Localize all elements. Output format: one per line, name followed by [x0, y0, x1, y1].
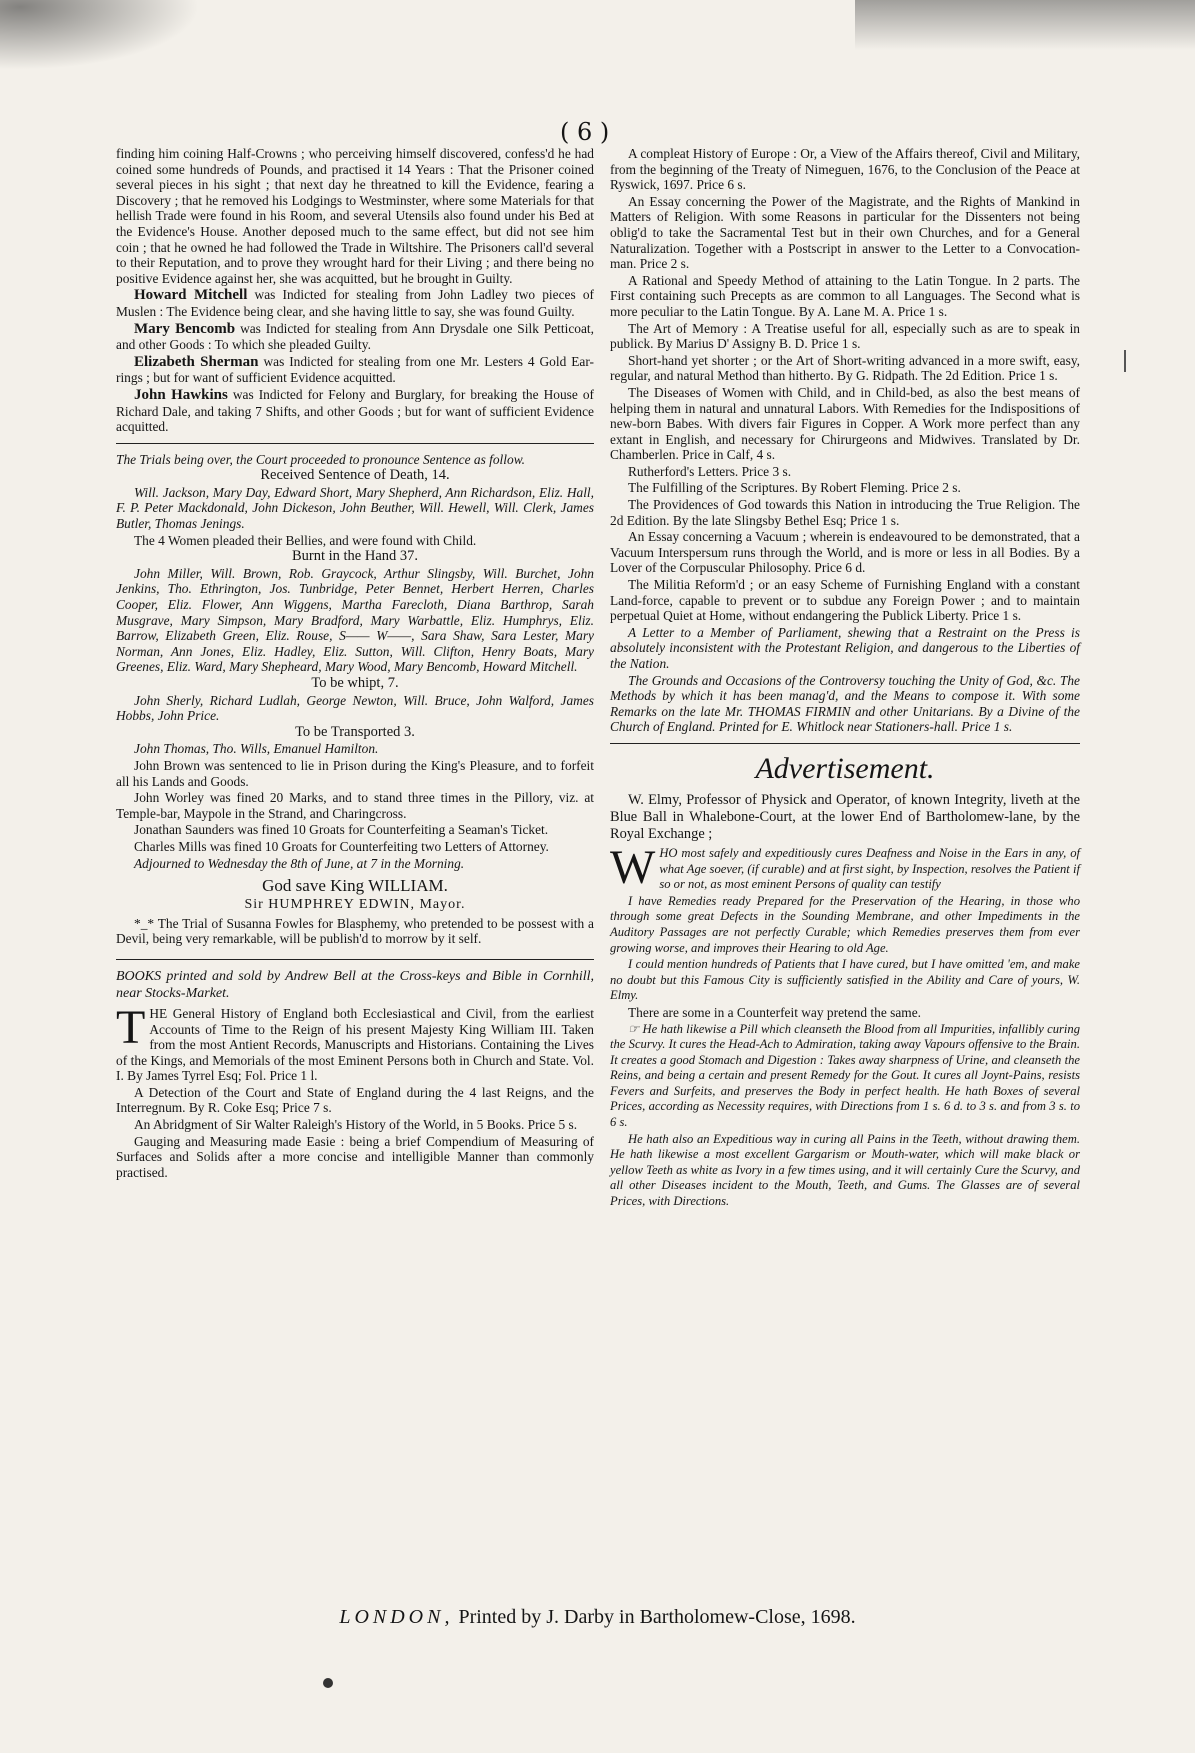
- advert-intro: W. Elmy, Professor of Physick and Operator, of known Integrity, liveth at the Blue Ball in Whalebone-Court, at the lower End of Bartholomew-lane, by the Royal Exchange ;: [610, 791, 1080, 842]
- sentence-heading: To be whipt, 7.: [311, 675, 399, 691]
- ink-blot: [323, 1678, 333, 1688]
- sentence-names: John Miller, Will. Brown, Rob. Graycock, Arthur Slingsby, Will. Burchet, John Jenkins, Tho. Ethrington, Jos. Tunbridge, Peter Bennet, Herbert Herren, Charles Cooper, Eliz. Flower, Ann Wiggens, Martha Farecloth, Diana Barthrop, Sarah Musgrave, Mary Simpson, Mary Bradford, Mary Warbattle, Eliz. Humphrys, Eliz. Barrow, Elizabeth Green, Eliz. Rouse, S—— W——, Sara Shaw, Sara Lester, Mary Norman, Ann Jones, Eliz. Hadley, Eliz. Sutton, Will. Clifton, Henry Boats, Mary Greenes, Eliz. Ward, Mary Shepheard, Mary Wood, Mary Bencomb, Howard Mitchell.: [116, 565, 594, 675]
- scan-mark: [1124, 350, 1126, 372]
- adjournment: Adjourned to Wednesday the 8th of June, at 7 in the Morning.: [134, 855, 465, 871]
- advert-paragraph: I could mention hundreds of Patients that I have cured, but I have omitted 'em, and make no doubt but this Famous City is sufficiently satisfied in the Ability and Care of yours, W. Elmy.: [610, 957, 1080, 1003]
- imprint-printer: Printed by J. Darby in Bartholomew-Close, 1698.: [458, 1606, 856, 1628]
- right-column: [610, 146, 1080, 1211]
- sentence-names: John Thomas, Tho. Wills, Emanuel Hamilton.: [134, 741, 379, 757]
- sentence-intro: The Trials being over, the Court proceeded to pronounce Sentence as follow.: [116, 451, 525, 467]
- scan-smudge-top-right: [855, 0, 1195, 50]
- advert-paragraph: ☞ He hath likewise a Pill which cleanseth the Blood from all Impurities, infallibly curing the Scurvy. It cures the Head-Ach to Admiration, taking away Vapours offensive to the Brain. It creates a good Stomach and Digestion : Takes away sharpness of Urine, and cleanseth the Reins, and being a certain and present Remedy for the Gout. It cures all Joynt-Pains, resists Fevers and Surfeits, and preserves the Body in perfect health. He hath Boxes of several Prices, according as Necessity requires, with Directions from 1 s. 6 d. to 3 s. and from 3 s. to 6 s.: [610, 1021, 1080, 1130]
- sentence-note: Jonathan Saunders was fined 10 Groats for Counterfeiting a Seaman's Ticket.: [134, 822, 549, 838]
- book-listing: A compleat History of Europe : Or, a View of the Affairs thereof, Civil and Military, from the beginning of the Treaty of Nimeguen, 1676, to the Conclusion of the Peace at Ryswick, 1697. Price 6 s.: [610, 146, 1080, 193]
- book-listing: THE General History of England both Ecclesiastical and Civil, from the earliest Accounts of Time to the Reign of his present Majesty King William III. Taken from the most Antient Records, Manuscripts and Historians. Containing the Lives of the Kings, and Memorials of the most Eminent Persons both in Church and State. Vol. I. By James Tyrrel Esq; Fol. Price 1 l.: [116, 1000, 594, 1084]
- book-listing: The Providences of God towards this Nation in introducing the True Religion. The 2d Edition. By the late Slingsby Bethel Esq; Price 1 s.: [610, 497, 1080, 528]
- sentence-names: John Sherly, Richard Ludlah, George Newton, Will. Bruce, John Walford, James Hobbs, John Price.: [116, 692, 594, 724]
- left-column: [116, 146, 594, 1181]
- book-listing: The Fulfilling of the Scriptures. By Robert Fleming. Price 2 s.: [628, 480, 961, 496]
- book-listing: Gauging and Measuring made Easie : being a brief Compendium of Measuring of Surfaces and Solids after a more concise and intelligible Manner than commonly practised.: [116, 1133, 594, 1180]
- book-listing: The Diseases of Women with Child, and in Child-bed, as also the best means of helping them in natural and unnatural Labors. With Remedies for the Indispositions of new-born Babes. With divers fair Figures in Copper. A Work more perfect than any extant in English, and necessary for Chirurgeons and Midwives. Translated by Dr. Chamberlen. Price in Calf, 4 s.: [610, 384, 1080, 463]
- imprint-footer: [0, 1606, 1195, 1629]
- advert-paragraph: WHO most safely and expeditiously cures Deafness and Noise in the Ears in any, of what Age soever, (if curable) and at first sight, by Inspection, resolves the Patient if so or not, as most eminent Persons of quality can testify: [610, 840, 1080, 894]
- sentence-heading: Received Sentence of Death, 14.: [260, 467, 450, 484]
- book-listing: The Grounds and Occasions of the Controversy touching the Unity of God, &c. The Methods by which it has been manag'd, and the Means to compose it. With some Remarks on the late Mr. THOMAS FIRMIN and other Unitarians. By a Divine of the Church of England. Printed for E. Whitlock near Stationers-hall. Price 1 s.: [610, 672, 1080, 735]
- divider: [116, 959, 594, 960]
- trial-paragraph: finding him coining Half-Crowns ; who perceiving himself discovered, confess'd he had coined some hundreds of Pounds, and practised it 14 Years : That the Prisoner coined several pieces in his sight ; that next day he threatned to kill the Evidence, fearing a Discovery ; that he removed his Lodgings to Westminster, where some Materials for that hellish Trade were found in his Room, and several Utensils also found under his Bed at the Evidence's House. Another deposed much to the same effect, but did not see him coin ; that he owned he had followed the Trade in Wiltshire. The Prisoners call'd several to their Reputation, and to prove they wrought hard for their Living ; and there being no positive Evidence against her, she was acquitted, but he brought in Guilty.: [116, 146, 594, 286]
- sentence-note: John Worley was fined 20 Marks, and to stand three times in the Pillory, viz. at Temple-bar, Maypole in the Strand, and Charingcross.: [116, 790, 594, 821]
- book-listing: Short-hand yet shorter ; or the Art of Short-writing advanced in a more swift, easy, regular, and natural Method than hitherto. By G. Ridpath. The 2d Edition. Price 1 s.: [610, 352, 1080, 384]
- book-listing: A Letter to a Member of Parliament, shewing that a Restraint on the Press is absolutely inconsistent with the Protestant Religion, and dangerous to the Liberties of the Nation.: [610, 624, 1080, 671]
- defendant-name: Mary Bencomb: [134, 320, 236, 337]
- defendant-name: Howard Mitchell: [134, 287, 248, 304]
- sentence-note: The 4 Women pleaded their Bellies, and were found with Child.: [134, 532, 477, 548]
- book-listing: A Rational and Speedy Method of attaining to the Latin Tongue. In 2 parts. The First containing such Precepts as are common to all Languages. The Second what is more peculiar to the Latin Tongue. By A. Lane M. A. Price 1 s.: [610, 272, 1080, 319]
- book-listing: Rutherford's Letters. Price 3 s.: [628, 463, 792, 479]
- book-listing: The Art of Memory : A Treatise useful for all, especially such as are to speak in publick. By Marius D' Assigny B. D. Price 1 s.: [610, 320, 1080, 352]
- sentence-note: John Brown was sentenced to lie in Prison during the King's Pleasure, and to forfeit all his Lands and Goods.: [116, 757, 594, 789]
- book-listing: An Essay concerning the Power of the Magistrate, and the Rights of Mankind in Matters of Religion. With some Reasons in particular for the Dissenters not being oblig'd to take the Sacramental Test but in their own Churches, and for a General Naturalization. Together with a Postscript in answer to the Letter to a Convocation-man. Price 2 s.: [610, 193, 1080, 272]
- book-listing: An Abridgment of Sir Walter Raleigh's History of the World, in 5 Books. Price 5 s.: [134, 1117, 578, 1133]
- sentence-names: Will. Jackson, Mary Day, Edward Short, Mary Shepherd, Ann Richardson, Eliz. Hall, F. P. Peter Mackdonald, John Dickeson, John Beuther, Will. Hewell, Will. Clerk, James Butler, Thomas Jenings.: [116, 484, 594, 532]
- defendant-name: Elizabeth Sherman: [134, 353, 259, 370]
- scan-smudge-top-left: [0, 0, 200, 70]
- trial-paragraph: Howard Mitchell was Indicted for stealing from John Ladley two pieces of Muslen : The Evidence being clear, and she having little to say, she was found Guilty.: [116, 287, 594, 319]
- defendant-name: John Hawkins: [134, 386, 228, 403]
- imprint-city: LONDON,: [339, 1606, 454, 1628]
- trial-paragraph: John Hawkins was Indicted for Felony and Burglary, for breaking the House of Richard Dale, and taking 7 Shifts, and other Goods ; but for want of sufficient Evidence acquitted.: [116, 386, 594, 435]
- mayor-line: Sir HUMPHREY EDWIN, Mayor.: [244, 897, 466, 913]
- divider: [610, 743, 1080, 744]
- page-number: ( 6 ): [560, 118, 610, 146]
- trial-paragraph: Elizabeth Sherman was Indicted for stealing from one Mr. Lesters 4 Gold Ear-rings ; but for want of sufficient Evidence acquitted.: [116, 353, 594, 386]
- sentence-heading: To be Transported 3.: [295, 723, 415, 740]
- book-listing: A Detection of the Court and State of England during the 4 last Reigns, and the Interregnum. By R. Coke Esq; Price 7 s.: [116, 1084, 594, 1116]
- trial-paragraph: Mary Bencomb was Indicted for stealing from Ann Drysdale one Silk Petticoat, and other Goods : To which she pleaded Guilty.: [116, 320, 594, 353]
- sentence-heading: Burnt in the Hand 37.: [291, 548, 419, 565]
- divider: [116, 443, 594, 444]
- advertisement-title: Advertisement.: [755, 751, 935, 785]
- sentence-note: Charles Mills was fined 10 Groats for Counterfeiting two Letters of Attorney.: [134, 838, 549, 854]
- book-listing: The Militia Reform'd ; or an easy Scheme of Furnishing England with a constant Land-force, capable to prevent or to subdue any Foreign Power ; and to maintain perpetual Quiet at Home, without endangering the Publick Liberty. Price 1 s.: [610, 577, 1080, 624]
- drop-cap: W: [610, 840, 656, 894]
- advert-paragraph: There are some in a Counterfeit way pretend the same.: [628, 1004, 921, 1020]
- books-heading: BOOKS printed and sold by Andrew Bell at the Cross-keys and Bible in Cornhill, near Stocks-Market.: [116, 968, 594, 1001]
- fowles-notice: *_* The Trial of Susanna Fowles for Blasphemy, who pretended to be possest with a Devil, being very remarkable, will be publish'd to morrow by it self.: [116, 915, 594, 947]
- god-save-king: God save King WILLIAM.: [262, 876, 448, 896]
- advert-paragraph: I have Remedies ready Prepared for the Preservation of the Hearing, in those who through some great Defects in the Sounding Membrane, and other Impediments in the Auditory Passages are not perfectly Curable; which Remedies preserves them from ever growing worse, and improves their Hearing to old Age.: [610, 893, 1080, 955]
- drop-cap: T: [116, 1000, 146, 1054]
- book-listing: An Essay concerning a Vacuum ; wherein is endeavoured to be demonstrated, that a Vacuum Interspersum runs through the World, and is more or less in all Bodies. By a Lover of the Corpuscular Philosophy. Price 6 d.: [610, 529, 1080, 576]
- advert-paragraph: He hath also an Expeditious way in curing all Pains in the Teeth, without drawing them. He hath likewise a most excellent Gargarism or Mouth-water, which will make black or yellow Teeth as white as Ivory in a few times using, and it will certainly Cure the Scurvy, and all other Diseases incident to the Mouth, Teeth, and Gums. The Glasses are of several Prices, with Directions.: [610, 1131, 1080, 1209]
